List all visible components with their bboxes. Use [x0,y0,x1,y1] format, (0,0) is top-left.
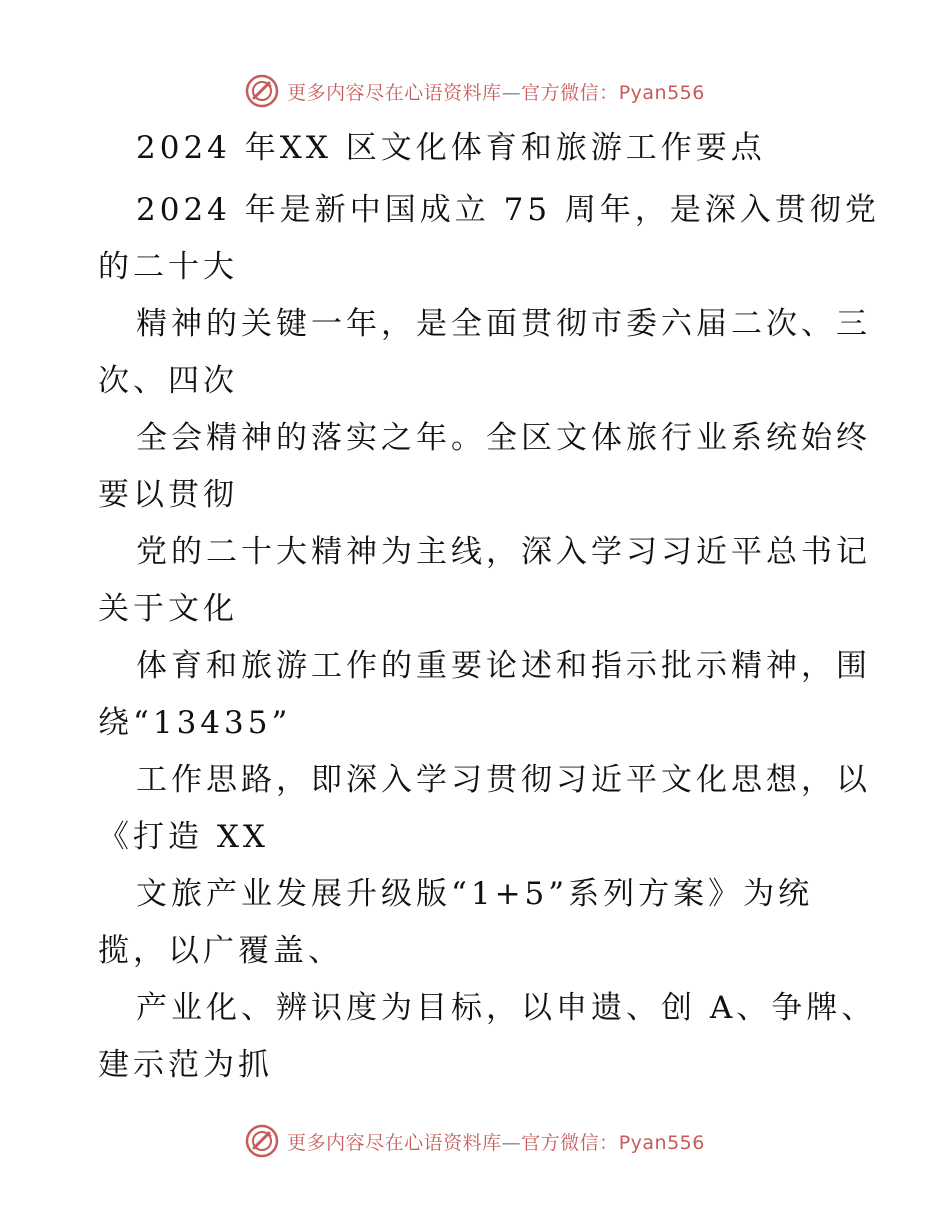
footer-watermark [0,1124,950,1158]
text-line: 建示范为抓 [98,1047,273,1083]
watermark-cn: 更多内容尽在心语资料库 [287,1131,502,1154]
seal-logo-icon [245,1124,279,1158]
watermark-text [287,78,705,105]
watermark-id: Pyan556 [618,1131,705,1154]
watermark-id: Pyan556 [618,81,705,104]
text-line: 2024 年是新中国成立 75 周年，是深入贯彻党 [136,192,880,228]
document-title: 2024 年XX 区文化体育和旅游工作要点 [136,130,766,166]
text-line: 的二十大 [98,249,238,285]
text-line: 工作思路，即深入学习贯彻习近平文化思想，以 [136,762,871,798]
text-line: 体育和旅游工作的重要论述和指示批示精神，围 [136,648,871,684]
watermark-official: 官方微信： [521,81,619,104]
document-body [98,126,880,1094]
text-line: 精神的关键一年，是全面贯彻市委六届二次、三 [136,306,871,342]
text-line: 要以贯彻 [98,477,238,513]
header-watermark [0,74,950,108]
text-line: 次、四次 [98,363,238,399]
document-paragraph [98,182,880,1094]
watermark-dash: — [501,81,522,104]
text-line: 揽，以广覆盖、 [98,933,343,969]
text-line: 全会精神的落实之年。全区文体旅行业系统始终 [136,420,871,456]
watermark-text [287,1128,705,1155]
watermark-dash: — [501,1131,522,1154]
text-line: 绕“13435” [98,705,292,741]
text-line: 文旅产业发展升级版“1+5”系列方案》为统 [136,876,814,912]
watermark-cn: 更多内容尽在心语资料库 [287,81,502,104]
seal-logo-icon [245,74,279,108]
text-line: 关于文化 [98,591,238,627]
text-line: 党的二十大精神为主线，深入学习习近平总书记 [136,534,871,570]
text-line: 产业化、辨识度为目标，以申遗、创 A、争牌、 [136,990,877,1026]
watermark-official: 官方微信： [521,1131,619,1154]
text-line: 《打造 XX [98,819,269,855]
